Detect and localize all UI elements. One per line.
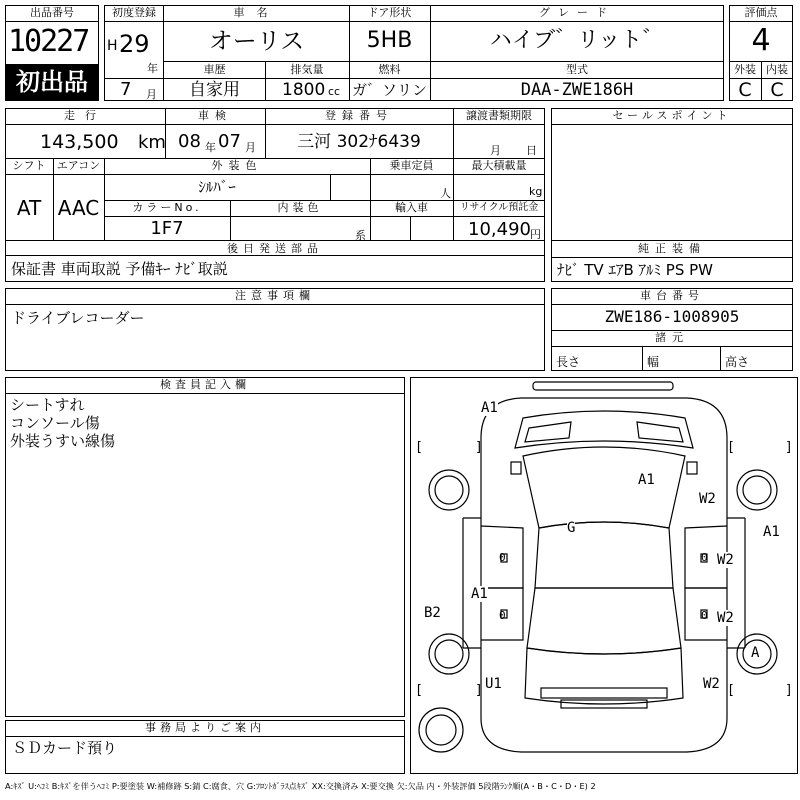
interior-color-label: 内装色 [277, 201, 323, 214]
fuel-label: 燃料 [378, 63, 401, 76]
registration-year: 29 [119, 30, 150, 58]
chassis-label: 車台番号 [640, 289, 704, 302]
bracket-rear-left-open: [ [415, 683, 423, 698]
length-label: 長さ [556, 355, 581, 369]
mileage-label: 走行 [64, 109, 106, 122]
inspection-month: 07 [218, 131, 241, 152]
height-label: 高さ [725, 355, 750, 369]
door-zero-right-front: 0 [701, 551, 708, 564]
door-type-label: ドア形状 [367, 6, 412, 19]
inspector-line-2: コンソール傷 [10, 414, 100, 432]
interior-grade: C [770, 79, 784, 101]
damage-mark-right-side: A1 [763, 524, 780, 540]
bracket-rear-right-open: [ [727, 683, 735, 698]
mileage: 143,500 [40, 131, 119, 153]
displacement-unit: cc [328, 85, 341, 98]
air-conditioner: AAC [57, 196, 100, 220]
exterior-color-label: 外装色 [211, 159, 263, 172]
recycle-deposit-unit: 円 [530, 228, 541, 241]
transfer-deadline-label: 譲渡書類期限 [466, 109, 532, 122]
inspection-month-unit: 月 [245, 141, 256, 154]
plate-number: 三河 302ﾅ6439 [297, 132, 421, 152]
dimensions-label: 諸元 [655, 331, 689, 344]
damage-mark-left-quarter: B2 [424, 605, 441, 621]
legend: A:ｷｽﾞ U:ﾍｺﾐ B:ｷｽﾞを伴うﾍｺﾐ P:要塗装 W:補修跡 S:錆 C:腐食、穴 G:ﾌﾛﾝﾄｶﾞﾗｽ点ｷｽﾞ XX:交換済み X:要交換 欠:欠品 内・外装評価 5段階ﾗﾝｸ順(A・B・C・D・E) 2 [5, 781, 596, 791]
grade: ハイブ゛リット゛ [489, 28, 665, 53]
car-name-label: 車名 [233, 6, 280, 19]
damage-mark-right-front-door: W2 [717, 552, 734, 568]
width-label: 幅 [647, 355, 660, 369]
later-parts-label: 後日発送部品 [227, 242, 323, 255]
history: 自家用 [189, 80, 240, 100]
color-no-label: カラーNo. [132, 201, 202, 214]
damage-mark-left-rear-door: A1 [471, 586, 488, 602]
door-zero-right-rear: 0 [701, 609, 708, 622]
interior-color-unit: 系 [355, 229, 366, 242]
inspector-label: 検査員記入欄 [160, 378, 250, 391]
recycle-deposit: 10,490 [468, 219, 531, 240]
damage-mark-right-rear-door: W2 [717, 610, 734, 626]
first-listing-text: 初出品 [16, 68, 88, 96]
shift-label: シフト [12, 159, 46, 172]
capacity-label: 乗車定員 [389, 159, 434, 172]
sales-points-label: セールスポイント [612, 109, 732, 122]
damage-mark-right-rear-wheel: A [751, 645, 760, 661]
exterior-grade: C [738, 79, 752, 101]
inspection-year-unit: 年 [205, 141, 216, 154]
plate-label: 登録番号 [325, 109, 393, 122]
inspector-line-3: 外装うすい線傷 [10, 432, 116, 450]
fuel: ガ゛ソリン [351, 81, 427, 99]
exterior-color: ｼﾙﾊﾞｰ [198, 178, 236, 196]
bracket-front-left-close: ] [475, 440, 483, 455]
year-unit: 年 [147, 62, 158, 75]
transfer-month-unit: 月 [490, 144, 501, 157]
transfer-day-unit: 日 [526, 144, 537, 157]
exterior-label: 外装 [734, 63, 756, 76]
color-number: 1F7 [150, 218, 184, 239]
damage-mark-right-fender: W2 [699, 491, 716, 507]
bracket-rear-left-close: ] [475, 683, 483, 698]
damage-mark-windshield: G [567, 520, 576, 536]
notes-label: 注意事項欄 [235, 289, 315, 302]
era: H [107, 38, 118, 54]
import-label: 輸入車 [395, 201, 428, 214]
mileage-unit: km [138, 132, 166, 153]
car-outline [411, 378, 797, 773]
registration-month: 7 [120, 79, 132, 100]
inspector-line-1: シートすれ [10, 396, 85, 414]
model: DAA-ZWE186H [520, 80, 634, 100]
bracket-front-right-open: [ [727, 440, 735, 455]
damage-diagram [410, 377, 798, 774]
door-zero-left-front: 0 [499, 551, 506, 564]
inspection-year: 08 [178, 131, 201, 152]
damage-mark-hood-right: A1 [638, 472, 655, 488]
history-label: 車歴 [203, 63, 226, 76]
month-unit: 月 [146, 88, 157, 101]
ac-label: エアコン [56, 159, 101, 172]
chassis-number: ZWE186-1008905 [604, 307, 740, 326]
grade-label: グレード [539, 6, 615, 19]
inspection-label: 車検 [198, 109, 232, 122]
door-type: 5HB [366, 28, 413, 53]
interior-label: 内装 [766, 63, 788, 76]
displacement-label: 排気量 [290, 63, 324, 76]
notes: ドライブレコーダー [11, 309, 145, 327]
displacement: 1800 [282, 80, 326, 100]
shift: AT [16, 196, 42, 220]
office-label: 事務局よりご案内 [145, 721, 265, 734]
sales-points-box [551, 108, 793, 241]
model-label: 型式 [566, 63, 588, 76]
lot-number-label: 出品番号 [30, 6, 74, 19]
max-load-unit: kg [529, 185, 543, 198]
score: 4 [751, 23, 771, 58]
later-parts: 保証書 車両取説 予備ｷｰ ﾅﾋﾞ取説 [11, 260, 228, 278]
bracket-front-left-open: [ [415, 440, 423, 455]
genuine-equipment-label: 純正装備 [638, 242, 706, 255]
door-zero-left-rear: 0 [499, 609, 506, 622]
first-registration-label: 初度登録 [112, 6, 156, 19]
damage-mark-rear-right: W2 [703, 676, 720, 692]
recycle-deposit-label: リサイクル預託金 [459, 202, 539, 213]
max-load-label: 最大積載量 [471, 159, 527, 172]
bracket-front-right-close: ] [785, 440, 793, 455]
office-notice: ＳＤカード預り [12, 739, 118, 757]
score-label: 評価点 [744, 6, 778, 19]
bracket-rear-right-close: ] [785, 683, 793, 698]
damage-mark-front-bumper: A1 [481, 400, 498, 416]
damage-mark-rear-left: U1 [485, 676, 502, 692]
capacity-unit: 人 [440, 187, 451, 200]
genuine-equipment: ﾅﾋﾞ TV ｴｱB ｱﾙﾐ PS PW [557, 261, 713, 279]
car-name: オーリス [208, 27, 305, 55]
lot-number: 10227 [8, 24, 89, 59]
